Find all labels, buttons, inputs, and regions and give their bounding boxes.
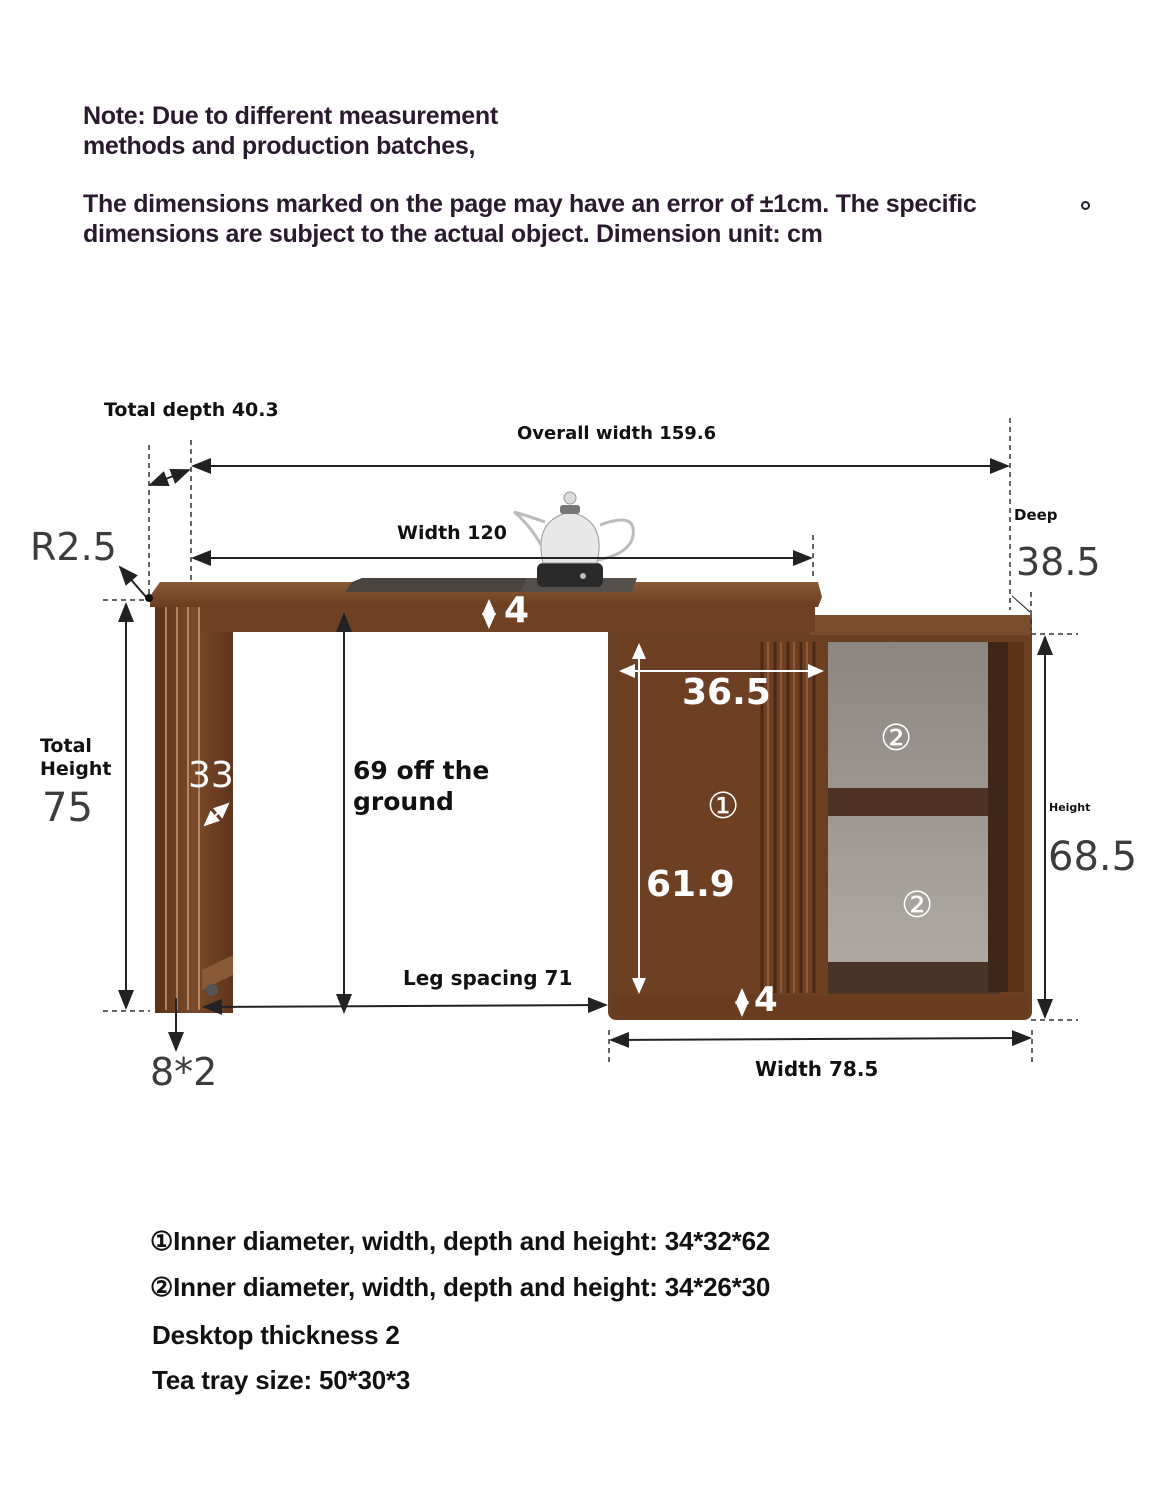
note-line-3: The dimensions marked on the page may have an error of ±1cm. The specific xyxy=(83,190,977,218)
total-height-label-1: Total xyxy=(40,735,92,757)
cabinet-inner-width-label: 36.5 xyxy=(682,672,771,713)
spec-compartment-2: ②Inner diameter, width, depth and height: 34*26*30 xyxy=(150,1272,771,1302)
deep-label: Deep xyxy=(1014,506,1058,524)
foot-size-label: 8*2 xyxy=(150,1050,218,1094)
compartment-2-marker-upper: ② xyxy=(880,718,913,759)
deep-value: 38.5 xyxy=(1016,540,1101,584)
cabinet-base-height-label: 4 xyxy=(754,980,778,1020)
apron-height-label: 4 xyxy=(504,590,530,631)
cabinet-width-label: Width 78.5 xyxy=(755,1057,879,1081)
cabinet-inner-height-label: 61.9 xyxy=(646,864,735,905)
total-height-label-2: Height xyxy=(40,758,112,780)
compartment-1-marker: ① xyxy=(707,786,740,827)
total-height-value: 75 xyxy=(42,785,93,831)
cabinet-height-value: 68.5 xyxy=(1048,834,1138,880)
spec-desktop-thickness: Desktop thickness 2 xyxy=(152,1320,400,1350)
side-cabinet xyxy=(608,615,1032,1020)
note-line-1: Note: Due to different measurement xyxy=(83,102,498,130)
compartment-2-marker-lower: ② xyxy=(901,885,934,926)
overall-width-label: Overall width 159.6 xyxy=(517,423,717,444)
spec-tea-tray-size: Tea tray size: 50*30*3 xyxy=(152,1365,411,1395)
note-line-2: methods and production batches, xyxy=(83,132,476,160)
cabinet-height-label: Height xyxy=(1049,801,1091,814)
note-line-4: dimensions are subject to the actual object. Dimension unit: cm xyxy=(83,220,823,248)
corner-radius-label: R2.5 xyxy=(30,525,117,569)
total-depth-label: Total depth 40.3 xyxy=(104,399,279,421)
leg-depth-label: 33 xyxy=(188,755,234,796)
kettle-icon xyxy=(514,492,633,587)
spec-compartment-1: ①Inner diameter, width, depth and height: 34*32*62 xyxy=(150,1226,771,1256)
desk-width-label: Width 120 xyxy=(397,522,507,544)
clearance-label-2: ground xyxy=(353,787,454,816)
clearance-label-1: 69 off the xyxy=(353,756,490,785)
leg-spacing-label: Leg spacing 71 xyxy=(403,966,573,990)
